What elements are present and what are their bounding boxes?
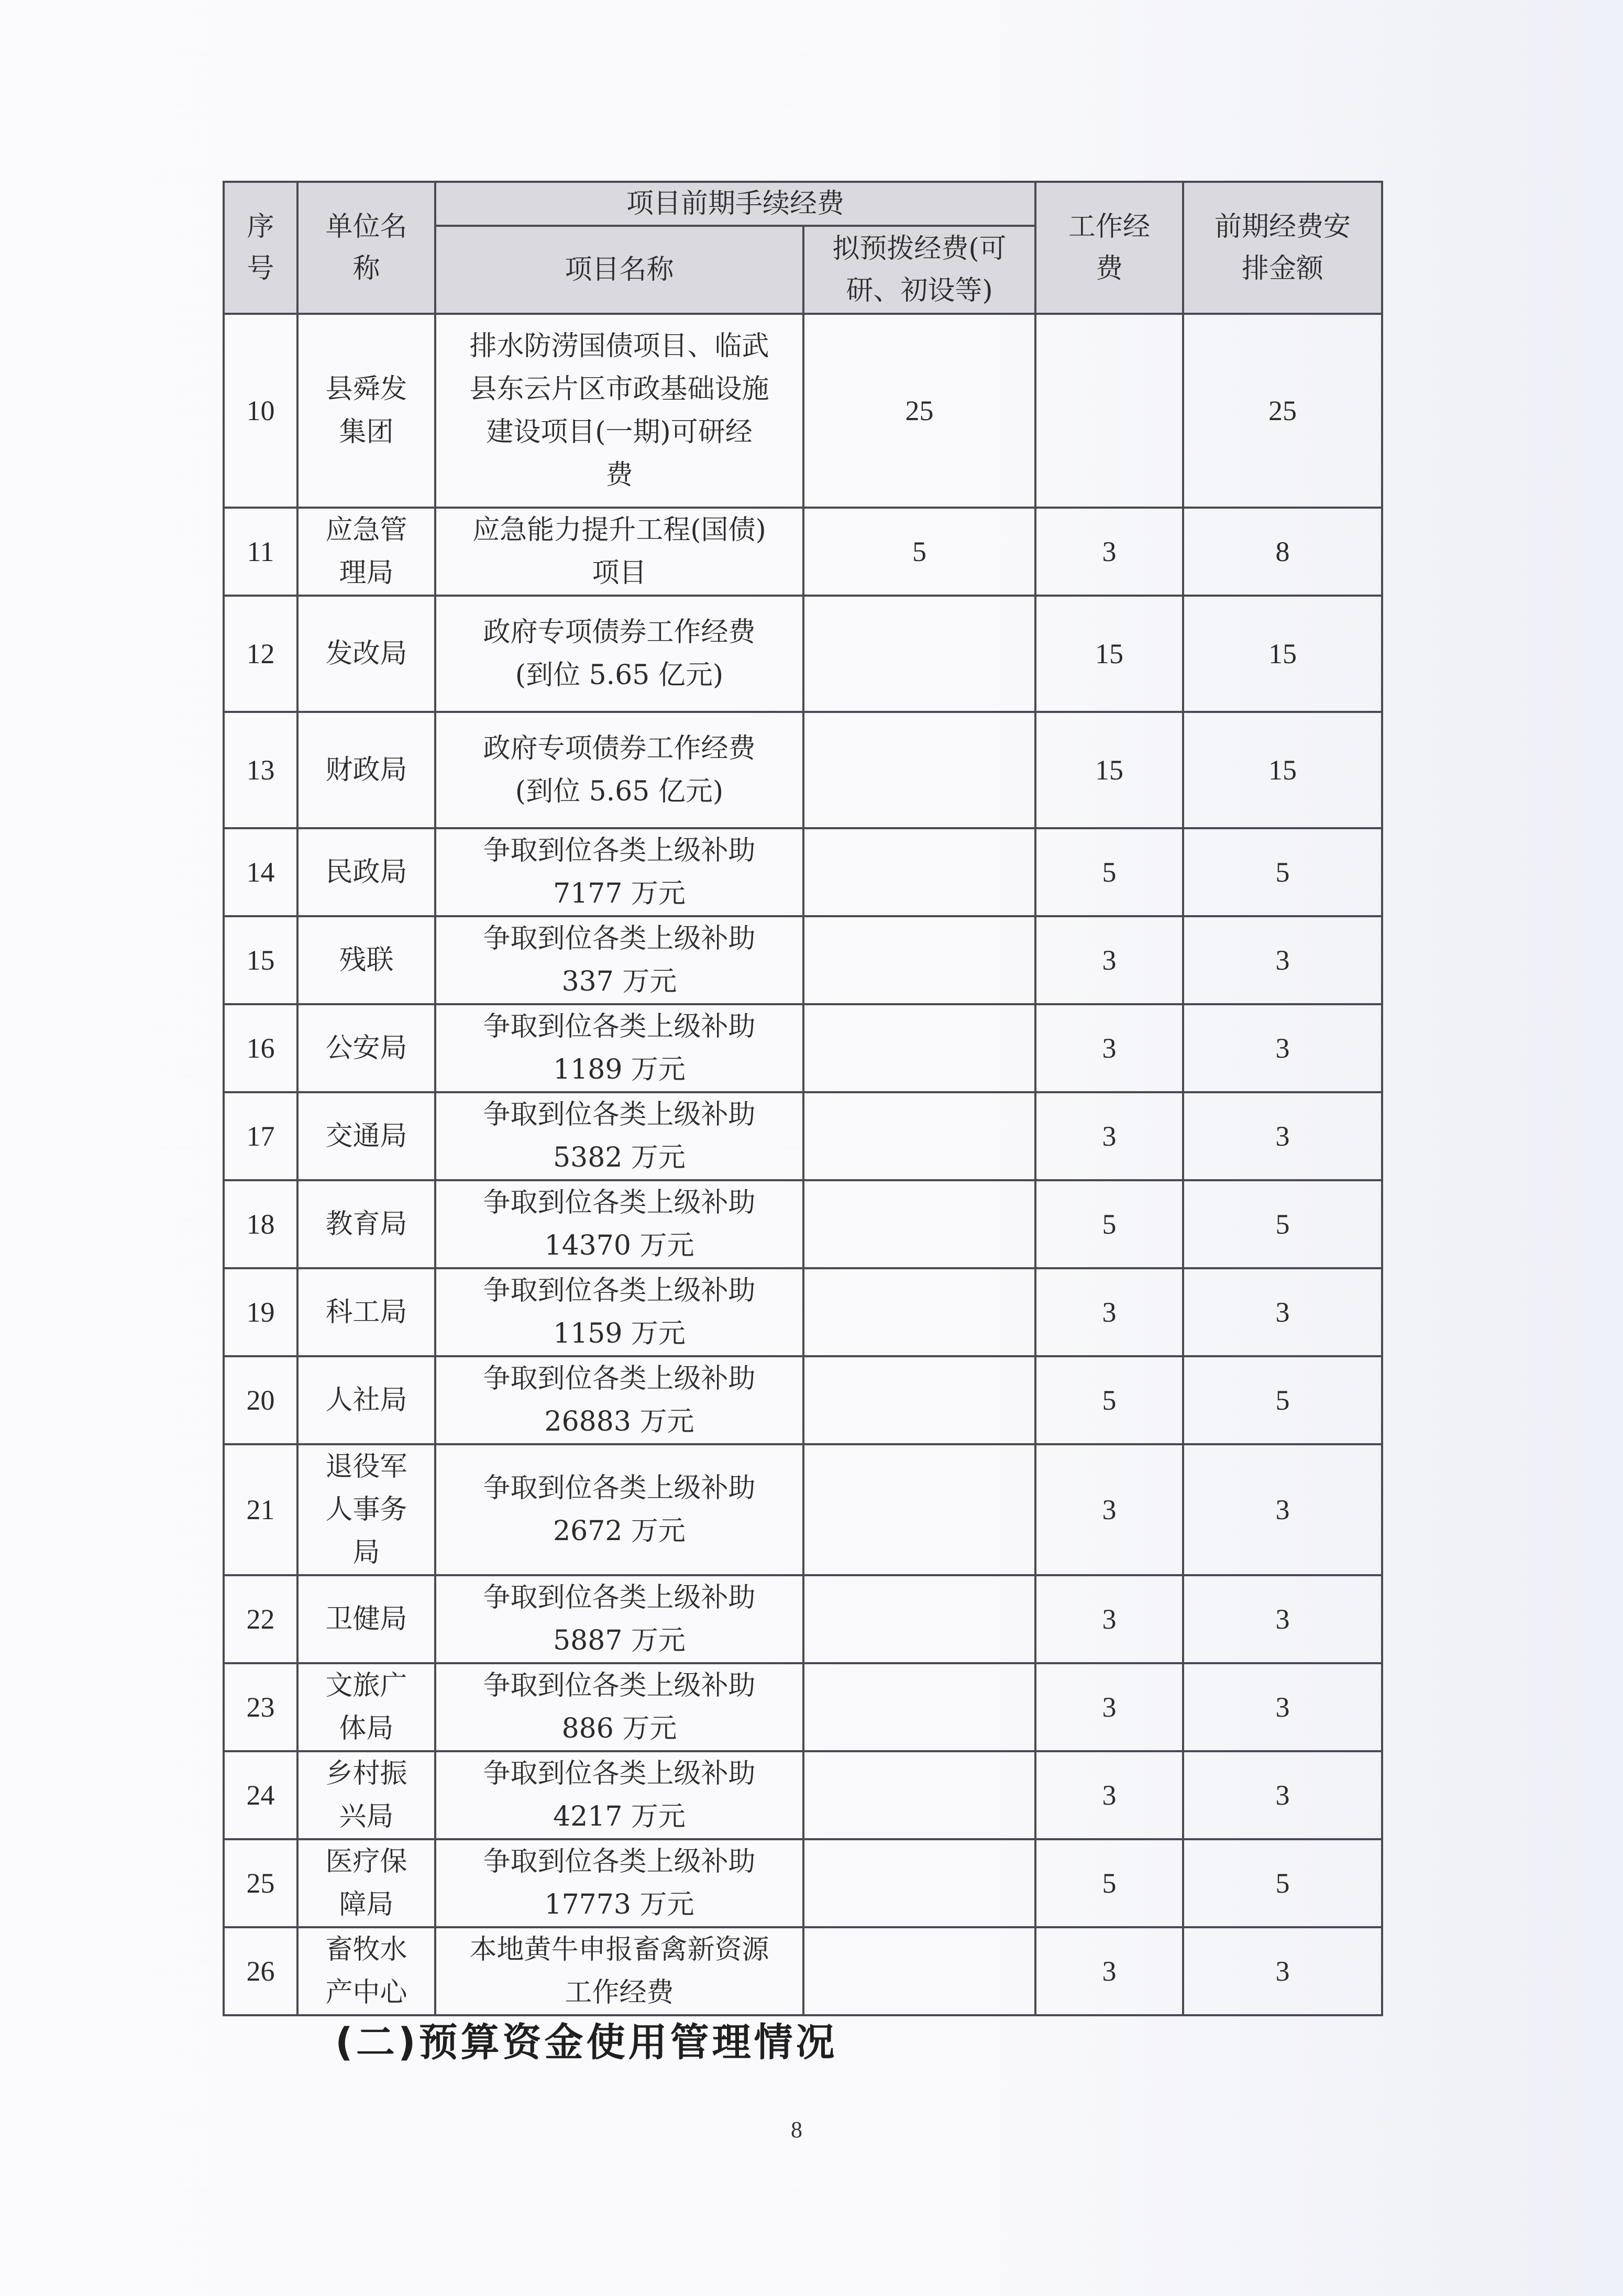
cell-project: 本地黄牛申报畜禽新资源 工作经费 [435,1927,803,2015]
cell-work-fund: 3 [1035,1004,1183,1092]
cell-project: 排水防涝国债项目、临武 县东云片区市政基础设施 建设项目(一期)可研经 费 [435,314,803,508]
cell-total: 3 [1183,1663,1382,1751]
table-row [224,1663,1382,1751]
cell-total: 25 [1183,314,1382,508]
cell-work-fund: 15 [1035,596,1183,712]
table-row [224,596,1382,712]
table-row [224,508,1382,596]
cell-prealloc [803,1663,1035,1751]
header-prealloc: 拟预拨经费(可 研、初设等) [803,226,1035,314]
cell-prealloc [803,916,1035,1004]
cell-unit: 文旅广 体局 [297,1663,435,1751]
cell-seq: 18 [224,1180,297,1268]
cell-prealloc [803,1444,1035,1575]
cell-project: 争取到位各类上级补助 5382 万元 [435,1092,803,1180]
cell-unit: 应急管 理局 [297,508,435,596]
cell-prealloc [803,1839,1035,1927]
cell-work-fund: 3 [1035,508,1183,596]
cell-work-fund: 15 [1035,712,1183,828]
cell-seq: 25 [224,1839,297,1927]
table-row [224,1927,1382,2015]
cell-work-fund: 3 [1035,1663,1183,1751]
cell-unit: 公安局 [297,1004,435,1092]
cell-total: 5 [1183,1356,1382,1444]
cell-work-fund: 3 [1035,1575,1183,1663]
cell-unit: 畜牧水 产中心 [297,1927,435,2015]
cell-total: 3 [1183,1004,1382,1092]
cell-prealloc [803,1356,1035,1444]
cell-seq: 16 [224,1004,297,1092]
cell-seq: 24 [224,1751,297,1839]
cell-project: 争取到位各类上级补助 4217 万元 [435,1751,803,1839]
cell-prealloc [803,1092,1035,1180]
cell-prealloc [803,828,1035,916]
cell-unit: 退役军 人事务 局 [297,1444,435,1575]
cell-prealloc [803,1268,1035,1356]
cell-unit: 乡村振 兴局 [297,1751,435,1839]
cell-seq: 19 [224,1268,297,1356]
cell-seq: 26 [224,1927,297,2015]
cell-work-fund: 3 [1035,1751,1183,1839]
table-row [224,1575,1382,1663]
cell-seq: 10 [224,314,297,508]
table-row [224,1004,1382,1092]
cell-seq: 15 [224,916,297,1004]
cell-total: 3 [1183,1092,1382,1180]
cell-total: 3 [1183,1444,1382,1575]
cell-seq: 14 [224,828,297,916]
cell-total: 15 [1183,596,1382,712]
cell-project: 应急能力提升工程(国债) 项目 [435,508,803,596]
cell-project: 争取到位各类上级补助 14370 万元 [435,1180,803,1268]
cell-prealloc [803,1180,1035,1268]
cell-total: 5 [1183,828,1382,916]
table-row [224,1751,1382,1839]
budget-table [223,181,1383,2016]
cell-work-fund: 3 [1035,1927,1183,2015]
cell-project: 政府专项债券工作经费 (到位 5.65 亿元) [435,596,803,712]
header-work-fund: 工作经 费 [1035,182,1183,314]
cell-total: 3 [1183,916,1382,1004]
cell-total: 3 [1183,1575,1382,1663]
table-row [224,828,1382,916]
cell-project: 争取到位各类上级补助 7177 万元 [435,828,803,916]
cell-seq: 20 [224,1356,297,1444]
cell-prealloc: 25 [803,314,1035,508]
cell-unit: 人社局 [297,1356,435,1444]
cell-unit: 卫健局 [297,1575,435,1663]
cell-seq: 23 [224,1663,297,1751]
cell-prealloc: 5 [803,508,1035,596]
cell-total: 8 [1183,508,1382,596]
cell-unit: 教育局 [297,1180,435,1268]
cell-total: 15 [1183,712,1382,828]
cell-prealloc [803,596,1035,712]
table-header [224,182,1382,314]
header-project-name: 项目名称 [435,226,803,314]
cell-unit: 县舜发 集团 [297,314,435,508]
cell-unit: 民政局 [297,828,435,916]
cell-work-fund: 5 [1035,1356,1183,1444]
cell-seq: 22 [224,1575,297,1663]
cell-project: 政府专项债券工作经费 (到位 5.65 亿元) [435,712,803,828]
cell-prealloc [803,1575,1035,1663]
cell-unit: 残联 [297,916,435,1004]
page-number: 8 [791,2117,802,2143]
cell-prealloc [803,712,1035,828]
cell-unit: 发改局 [297,596,435,712]
cell-project: 争取到位各类上级补助 1159 万元 [435,1268,803,1356]
cell-seq: 12 [224,596,297,712]
cell-project: 争取到位各类上级补助 1189 万元 [435,1004,803,1092]
table-row [224,314,1382,508]
cell-seq: 11 [224,508,297,596]
cell-prealloc [803,1004,1035,1092]
cell-project: 争取到位各类上级补助 886 万元 [435,1663,803,1751]
cell-unit: 交通局 [297,1092,435,1180]
cell-work-fund: 5 [1035,1839,1183,1927]
cell-project: 争取到位各类上级补助 26883 万元 [435,1356,803,1444]
cell-prealloc [803,1927,1035,2015]
cell-project: 争取到位各类上级补助 2672 万元 [435,1444,803,1575]
cell-unit: 科工局 [297,1268,435,1356]
cell-work-fund: 3 [1035,916,1183,1004]
cell-work-fund: 3 [1035,1268,1183,1356]
header-unit: 单位名 称 [297,182,435,314]
cell-total: 3 [1183,1268,1382,1356]
cell-total: 5 [1183,1839,1382,1927]
cell-seq: 21 [224,1444,297,1575]
table-body [224,314,1382,2015]
table-row [224,712,1382,828]
cell-total: 3 [1183,1751,1382,1839]
cell-unit: 医疗保 障局 [297,1839,435,1927]
cell-project: 争取到位各类上级补助 337 万元 [435,916,803,1004]
cell-work-fund [1035,314,1183,508]
cell-seq: 13 [224,712,297,828]
table-row [224,1092,1382,1180]
header-prelim-group: 项目前期手续经费 [435,182,1035,226]
table-row [224,1444,1382,1575]
cell-work-fund: 3 [1035,1092,1183,1180]
table-row [224,1839,1382,1927]
cell-prealloc [803,1751,1035,1839]
header-seq: 序 号 [224,182,297,314]
table-row [224,916,1382,1004]
cell-total: 3 [1183,1927,1382,2015]
table-row [224,1356,1382,1444]
section-heading: (二)预算资金使用管理情况 [335,2020,838,2065]
cell-unit: 财政局 [297,712,435,828]
cell-work-fund: 5 [1035,1180,1183,1268]
table-row [224,1180,1382,1268]
table-row [224,1268,1382,1356]
cell-total: 5 [1183,1180,1382,1268]
header-total: 前期经费安 排金额 [1183,182,1382,314]
cell-work-fund: 5 [1035,828,1183,916]
cell-project: 争取到位各类上级补助 5887 万元 [435,1575,803,1663]
cell-seq: 17 [224,1092,297,1180]
cell-project: 争取到位各类上级补助 17773 万元 [435,1839,803,1927]
cell-work-fund: 3 [1035,1444,1183,1575]
